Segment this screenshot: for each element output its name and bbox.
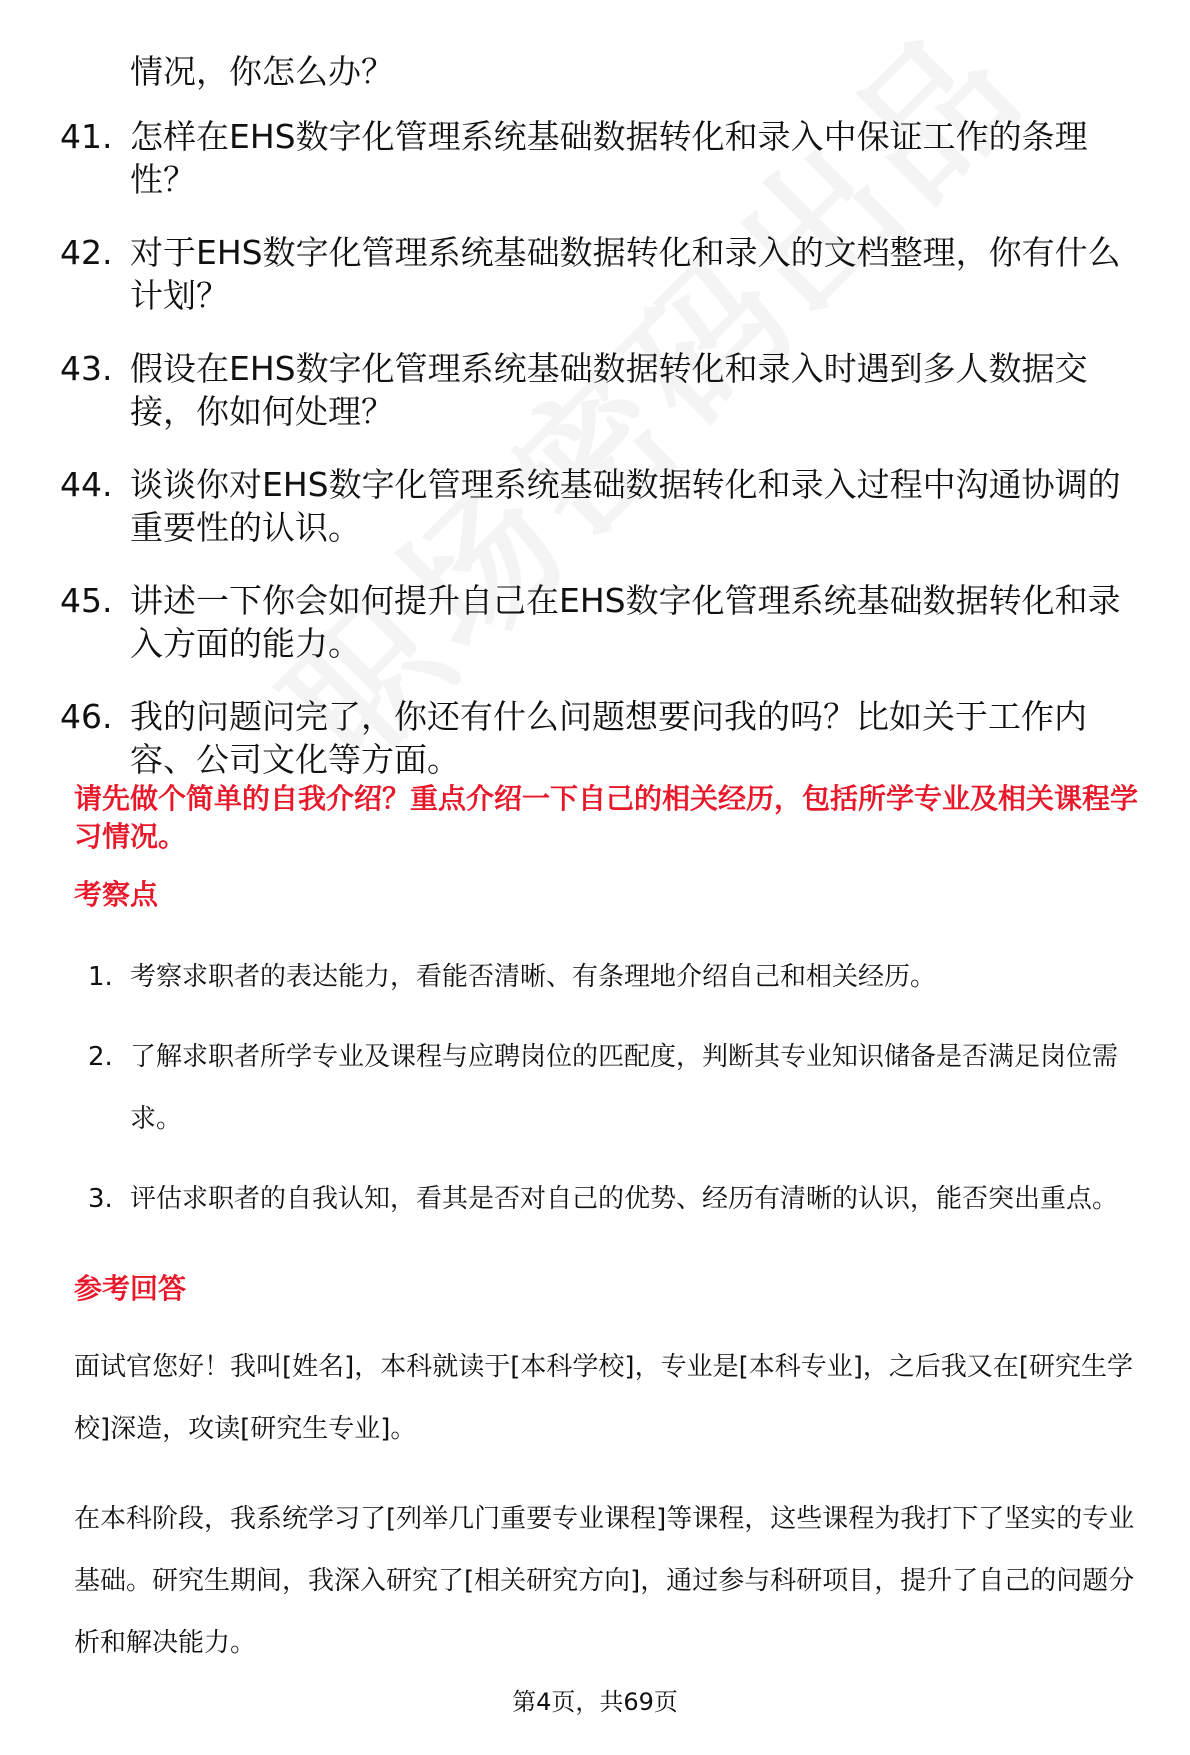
question-number: 41. (60, 117, 113, 156)
point-text: 了解求职者所学专业及课程与应聘岗位的匹配度，判断其专业知识储备是否满足岗位需求。 (130, 1042, 1119, 1134)
question-text: 讲述一下你会如何提升自己在EHS数字化管理系统基础数据转化和录入方面的能力。 (130, 581, 1121, 663)
question-continuation: 情况，你怎么办？ (130, 52, 394, 91)
question-text: 假设在EHS数字化管理系统基础数据转化和录入时遇到多人数据交接，你如何处理？ (130, 349, 1088, 431)
question-item (60, 579, 1150, 665)
point-number: 1. (88, 962, 113, 992)
page-footer: 第4页，共69页 (512, 1688, 678, 1716)
question-number: 45. (60, 581, 113, 620)
points-list (88, 946, 1158, 1248)
question-text: 我的问题问完了，你还有什么问题想要问我的吗？比如关于工作内容、公司文化等方面。 (130, 697, 1087, 779)
point-item (88, 1168, 1158, 1230)
question-number: 46. (60, 697, 113, 736)
question-text: 谈谈你对EHS数字化管理系统基础数据转化和录入过程中沟通协调的重要性的认识。 (130, 465, 1121, 547)
question-item (60, 347, 1150, 433)
point-text: 考察求职者的表达能力，看能否清晰、有条理地介绍自己和相关经历。 (130, 962, 937, 992)
question-text: 怎样在EHS数字化管理系统基础数据转化和录入中保证工作的条理性？ (130, 117, 1088, 199)
point-number: 2. (88, 1042, 113, 1072)
question-item (60, 231, 1150, 317)
answer-body (74, 1336, 1154, 1702)
question-list (60, 50, 1150, 811)
question-number: 42. (60, 233, 113, 272)
question-text: 对于EHS数字化管理系统基础数据转化和录入的文档整理，你有什么计划？ (130, 233, 1121, 315)
point-number: 3. (88, 1184, 113, 1214)
points-label: 考察点 (74, 878, 159, 911)
question-number: 44. (60, 465, 113, 504)
point-item (88, 1026, 1158, 1150)
question-item (60, 463, 1150, 549)
question-item (60, 115, 1150, 201)
question-number: 43. (60, 349, 113, 388)
question-item (60, 695, 1150, 781)
point-item (88, 946, 1158, 1008)
answer-paragraph: 面试官您好！我叫[姓名]，本科就读于[本科学校]，专业是[本科专业]，之后我又在[研究生学校]深造，攻读[研究生专业]。 (74, 1352, 1134, 1444)
section-heading: 请先做个简单的自我介绍？重点介绍一下自己的相关经历，包括所学专业及相关课程学习情况。 (74, 782, 1139, 853)
answer-paragraph: 在本科阶段，我系统学习了[列举几门重要专业课程]等课程，这些课程为我打下了坚实的专业基础。研究生期间，我深入研究了[相关研究方向]，通过参与科研项目，提升了自己的问题分析和解决能力。 (74, 1504, 1135, 1658)
point-text: 评估求职者的自我认知，看其是否对自己的优势、经历有清晰的认识，能否突出重点。 (130, 1184, 1119, 1214)
answer-label: 参考回答 (74, 1272, 187, 1305)
